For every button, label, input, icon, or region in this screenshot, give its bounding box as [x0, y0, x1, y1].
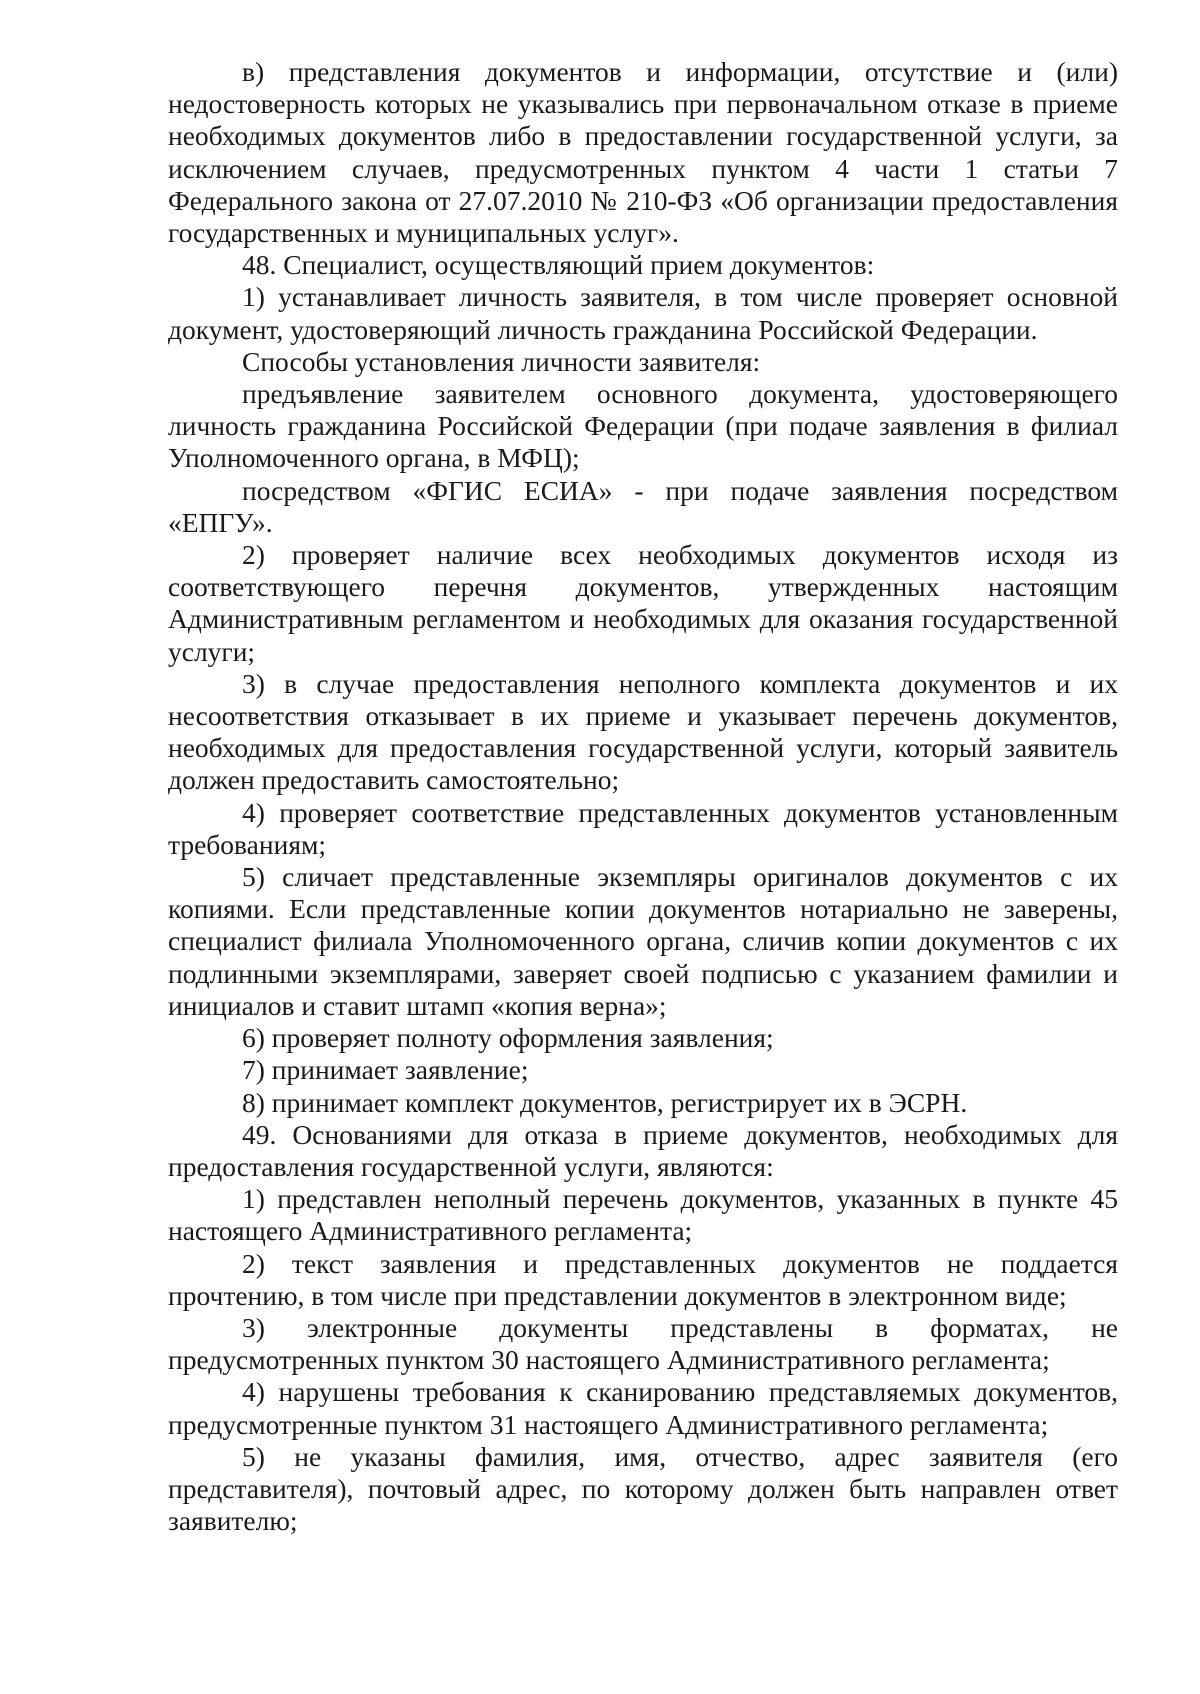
paragraph-49-heading: 49. Основаниями для отказа в приеме документов, необходимых для предоставления государственной услуги, являются: — [168, 1118, 1118, 1182]
paragraph-49-5: 5) не указаны фамилия, имя, отчество, адрес заявителя (его представителя), почтовый адрес, по которому должен быть направлен ответ заявителю; — [168, 1440, 1118, 1537]
paragraph-item-v: в) представления документов и информации, отсутствие и (или) недостоверность которых не указывались при первоначальном отказе в приеме необходимых документов либо в предоставлении государственной услуги, за исключением случаев, предусмотренных пунктом 4 части 1 статьи 7 Федерального закона от 27.07.2010 № 210-ФЗ «Об организации предоставления государственных и муниципальных услуг». — [168, 56, 1118, 249]
paragraph-48-7: 7) принимает заявление; — [242, 1054, 529, 1086]
paragraph-49-4: 4) нарушены требования к сканированию представляемых документов, предусмотренные пунктом 31 настоящего Административного регламента; — [168, 1376, 1118, 1440]
paragraph-identification-methods: Способы установления личности заявителя: — [242, 345, 761, 377]
document-page — [168, 56, 1118, 1537]
paragraph-49-3: 3) электронные документы представлены в форматах, не предусмотренных пунктом 30 настоящего Административного регламента; — [168, 1311, 1118, 1376]
paragraph-48-5: 5) сличает представленные экземпляры оригиналов документов с их копиями. Если представленные копии документов нотариально не заверены, специалист филиала Уполномоченного органа, сличив копии документов с их подлинными экземплярами, заверяет своей подписью с указанием фамилии и инициалов и ставит штамп «копия верна»; — [168, 861, 1118, 1021]
paragraph-48-6: 6) проверяет полноту оформления заявления; — [242, 1022, 774, 1054]
paragraph-48-1: 1) устанавливает личность заявителя, в том числе проверяет основной документ, удостоверяющий личность гражданина Российской Федерации. — [168, 281, 1118, 345]
paragraph-48-heading: 48. Специалист, осуществляющий прием документов: — [242, 249, 875, 281]
paragraph-48-8: 8) принимает комплект документов, регистрирует их в ЭСРН. — [242, 1086, 968, 1118]
paragraph-48-3: 3) в случае предоставления неполного комплекта документов и их несоответствия отказывает в их приеме и указывает перечень документов, необходимых для предоставления государственной услуги, который заявитель должен предоставить самостоятельно; — [168, 667, 1118, 796]
paragraph-49-1: 1) представлен неполный перечень документов, указанных в пункте 45 настоящего Административного регламента; — [168, 1183, 1118, 1247]
paragraph-48-2: 2) проверяет наличие всех необходимых документов исходя из соответствующего перечня документов, утвержденных настоящим Административным регламентом и необходимых для оказания государственной услуги; — [168, 539, 1118, 667]
paragraph-49-2: 2) текст заявления и представленных документов не поддается прочтению, в том числе при представлении документов в электронном виде; — [168, 1247, 1118, 1311]
paragraph-method-document: предъявление заявителем основного документа, удостоверяющего личность гражданина Российской Федерации (при подаче заявления в филиал Уполномоченного органа, в МФЦ); — [168, 378, 1118, 474]
paragraph-method-esia: посредством «ФГИС ЕСИА» - при подаче заявления посредством «ЕПГУ». — [168, 474, 1118, 538]
paragraph-48-4: 4) проверяет соответствие представленных документов установленным требованиям; — [168, 796, 1118, 860]
